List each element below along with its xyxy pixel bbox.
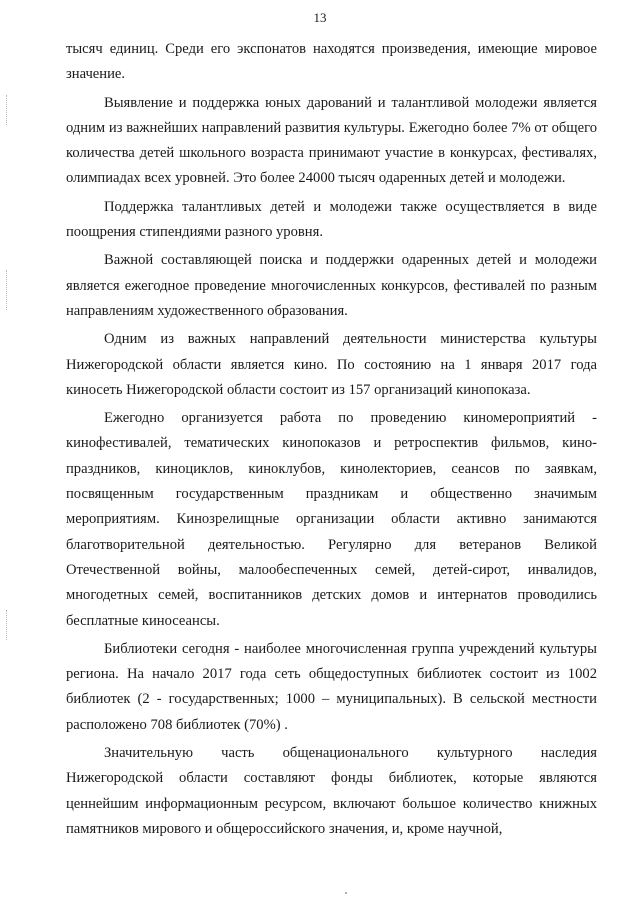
paragraph: тысяч единиц. Среди его экспонатов находятся произведения, имеющие мировое значение. xyxy=(66,41,597,83)
scan-edge-mark xyxy=(6,610,8,640)
scan-edge-mark xyxy=(6,95,8,125)
paragraph: Ежегодно организуется работа по проведению киномероприятий - кинофестивалей, тематических кинопоказов и ретроспектив фильмов, кино-праздников, киноциклов, киноклубов, кинолекториев, сеансов по заявкам, посвященным государственным праздникам и общественно значимым мероприятиям. Кинозрелищные организации области активно занимаются благотворительной деятельностью. Регулярно для ветеранов Великой Отечественной войны, малообеспеченных семей, детей-сирот, инвалидов, многодетных семей, воспитанников детских домов и интернатов проводились бесплатные киносеансы. xyxy=(66,410,597,629)
paragraph: Значительную часть общенационального культурного наследия Нижегородской области составляют фонды библиотек, которые являются ценнейшим информационным ресурсом, включают большое количество книжных памятников мирового и общероссийского значения, и, кроме научной, xyxy=(66,745,597,837)
document-body xyxy=(66,37,597,845)
paragraph: Выявление и поддержка юных дарований и талантливой молодежи является одним из важнейших направлений развития культуры. Ежегодно более 7% от общего количества детей школьного возраста принимают участие в конкурсах, фестивалях, олимпиадах всех уровней. Это более 24000 тысяч одаренных детей и молодежи. xyxy=(66,94,597,187)
paragraph: Важной составляющей поиска и поддержки одаренных детей и молодежи является ежегодное проведение многочисленных конкурсов, фестивалей по разным направлениям художественного образования. xyxy=(66,252,597,319)
page-number: 13 xyxy=(313,10,327,25)
paragraph: Поддержка талантливых детей и молодежи также осуществляется в виде поощрения стипендиями разного уровня. xyxy=(66,198,597,241)
scan-edge-mark xyxy=(6,270,8,310)
paragraph: Библиотеки сегодня - наиболее многочисленная группа учреждений культуры региона. На начало 2017 года сеть общедоступных библиотек состоит из 1002 библиотек (2 - государственных; 1000 – муниципальных). В сельской местности расположено 708 библиотек (70%) . xyxy=(66,640,597,733)
scan-speck xyxy=(345,892,347,894)
paragraph: Одним из важных направлений деятельности министерства культуры Нижегородской области является кино. По состоянию на 1 января 2017 года киносеть Нижегородской области состоит из 157 организаций кинопоказа. xyxy=(66,331,597,398)
